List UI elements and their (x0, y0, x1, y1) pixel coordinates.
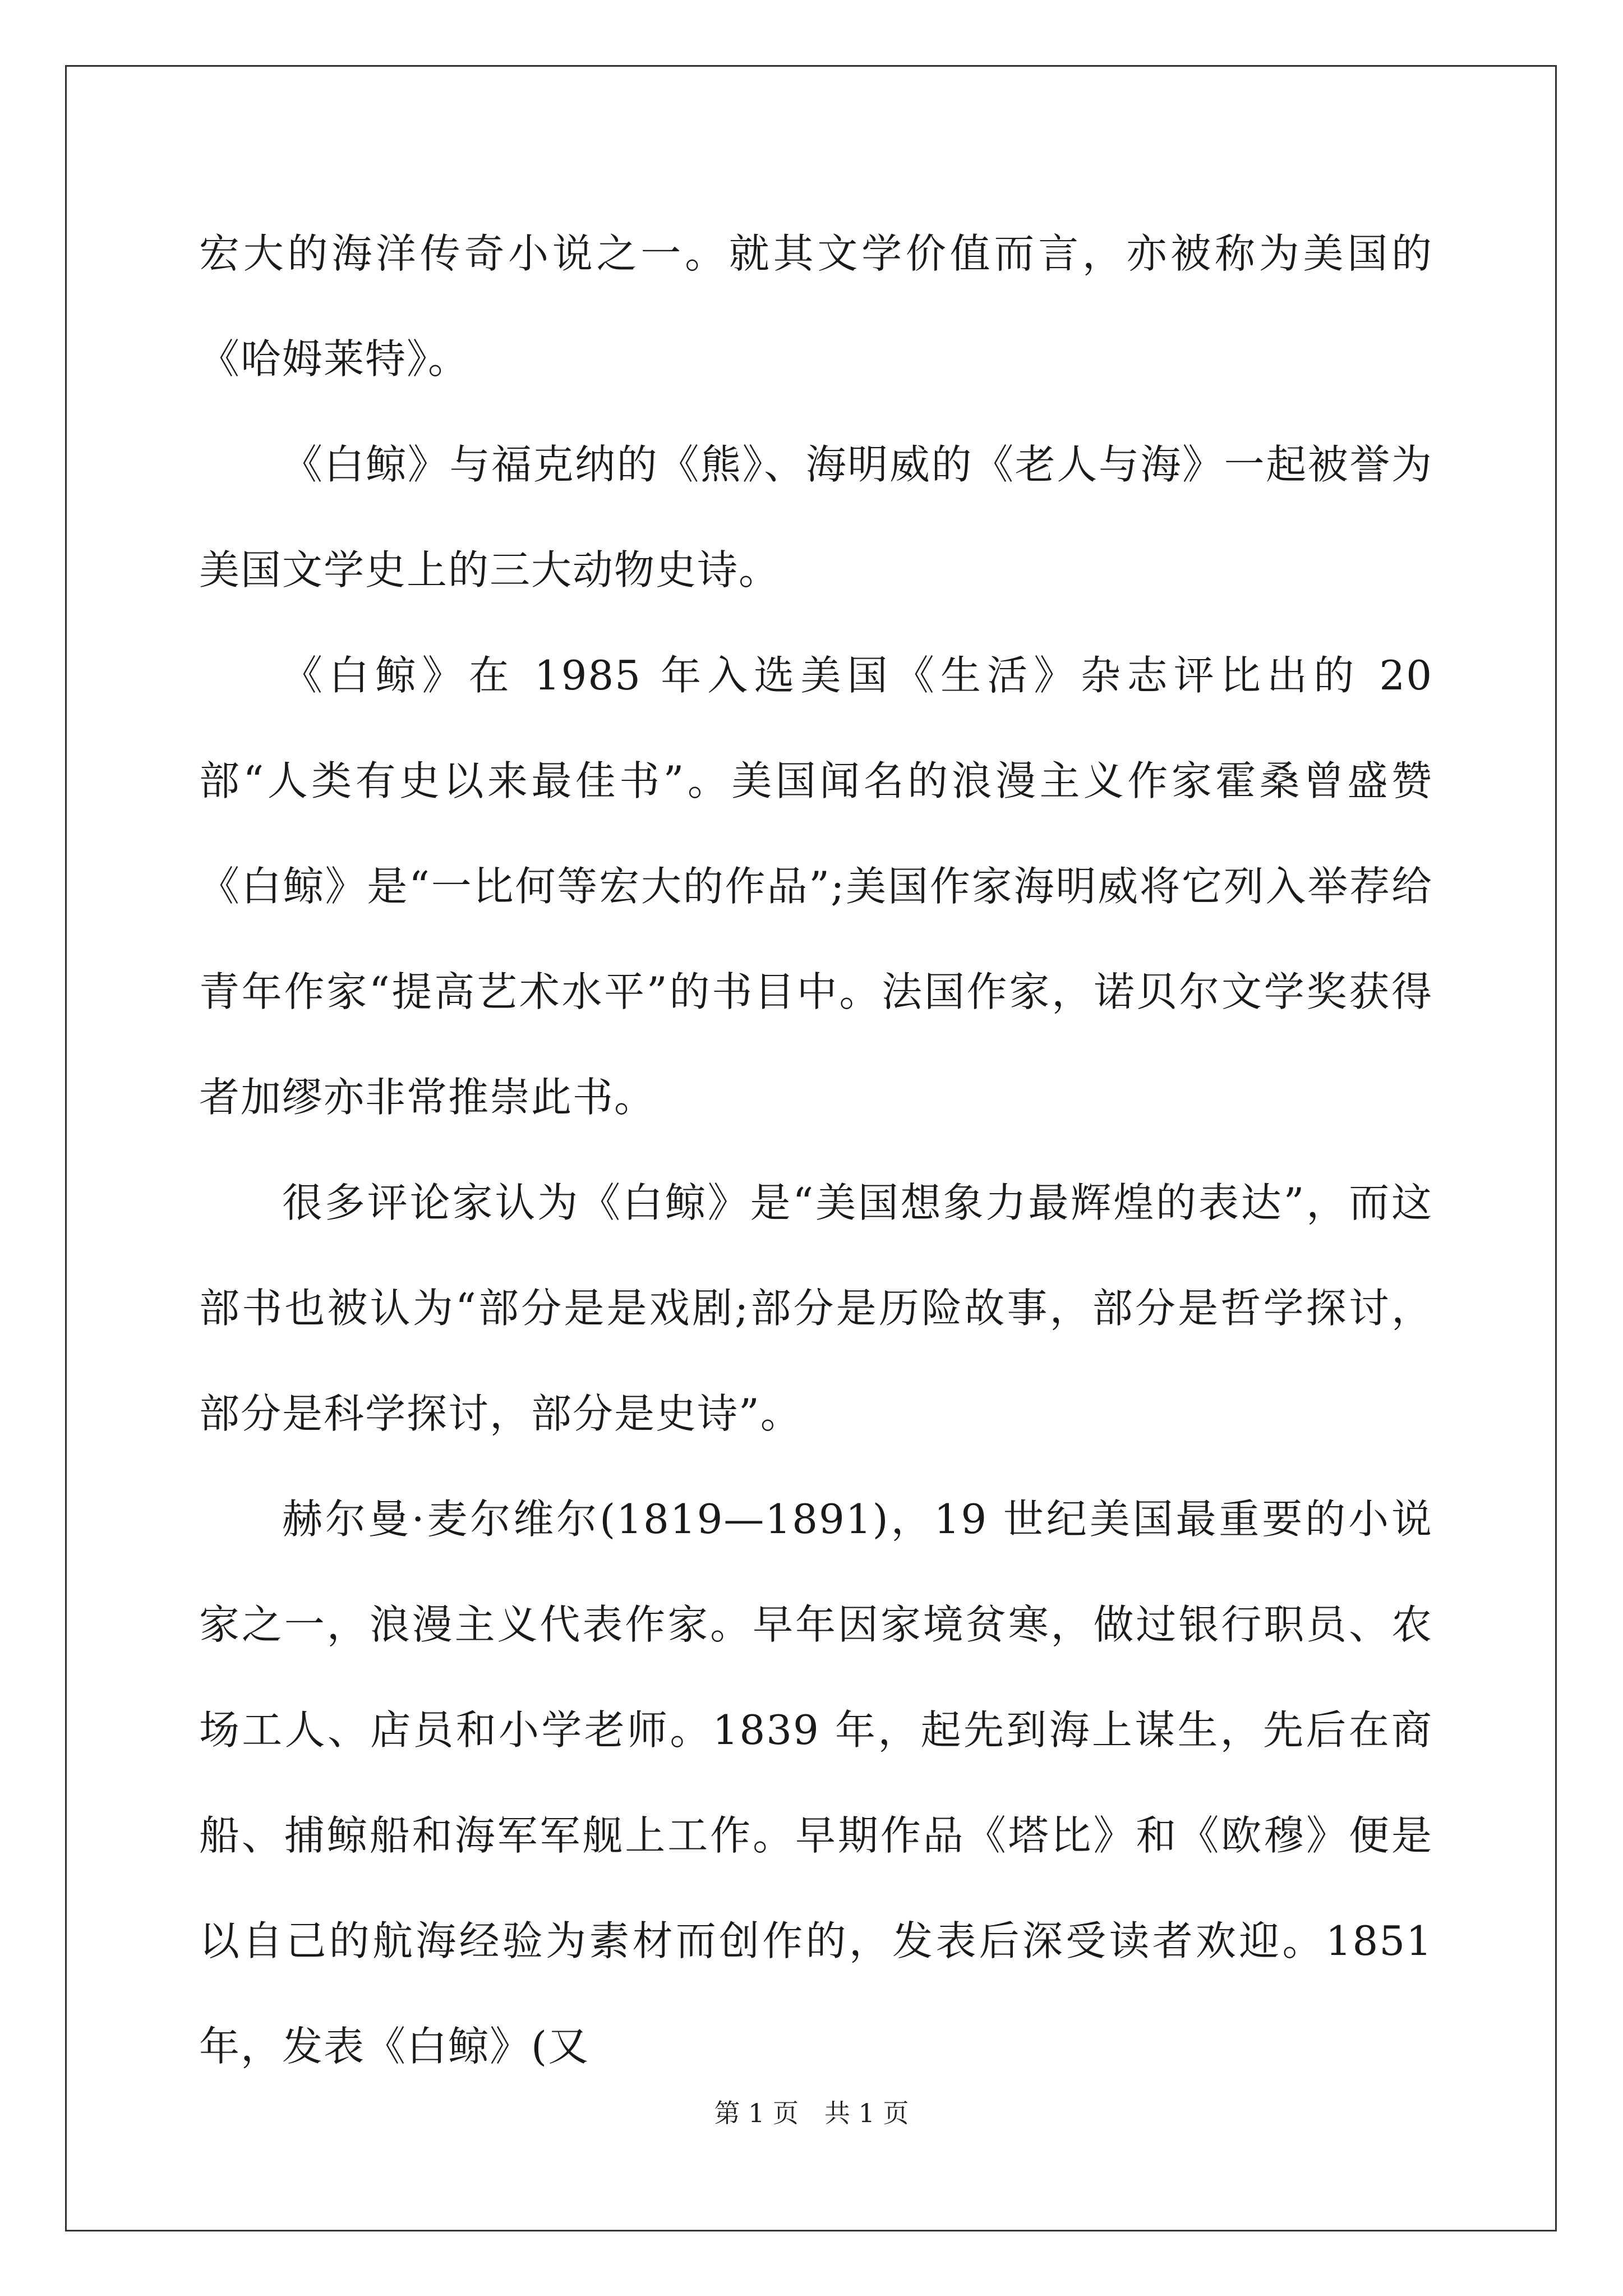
paragraph-5: 赫尔曼·麦尔维尔(1819—1891)，19 世纪美国最重要的小说家之一，浪漫主义代表作家。早年因家境贫寒，做过银行职员、农场工人、店员和小学老师。1839 年，起先到海上谋生，先后在商船、捕鲸船和海军军舰上工作。早期作品《塔比》和《欧穆》便是以自己的航海经验为素材而创作的，发表后深受读者欢迎。1851 年，发表《白鲸》(又 (199, 1496, 1433, 2070)
paragraph-2: 《白鲸》与福克纳的《熊》、海明威的《老人与海》一起被誉为美国文学史上的三大动物史诗。 (199, 441, 1433, 593)
document-body (199, 201, 1433, 2099)
paragraph-1: 宏大的海洋传奇小说之一。就其文学价值而言，亦被称为美国的《哈姆莱特》。 (199, 230, 1433, 383)
paragraph-3: 《白鲸》在 1985 年入选美国《生活》杂志评比出的 20 部“人类有史以来最佳书”。美国闻名的浪漫主义作家霍桑曾盛赞《白鲸》是“一比何等宏大的作品”;美国作家海明威将它列入举荐给青年作家“提高艺术水平”的书目中。法国作家，诺贝尔文学奖获得者加缪亦非常推崇此书。 (199, 652, 1433, 1121)
paragraph-4: 很多评论家认为《白鲸》是“美国想象力最辉煌的表达”，而这部书也被认为“部分是是戏剧;部分是历险故事，部分是哲学探讨，部分是科学探讨，部分是史诗”。 (199, 1179, 1433, 1437)
page-footer: 第 1 页 共 1 页 (714, 2098, 909, 2128)
